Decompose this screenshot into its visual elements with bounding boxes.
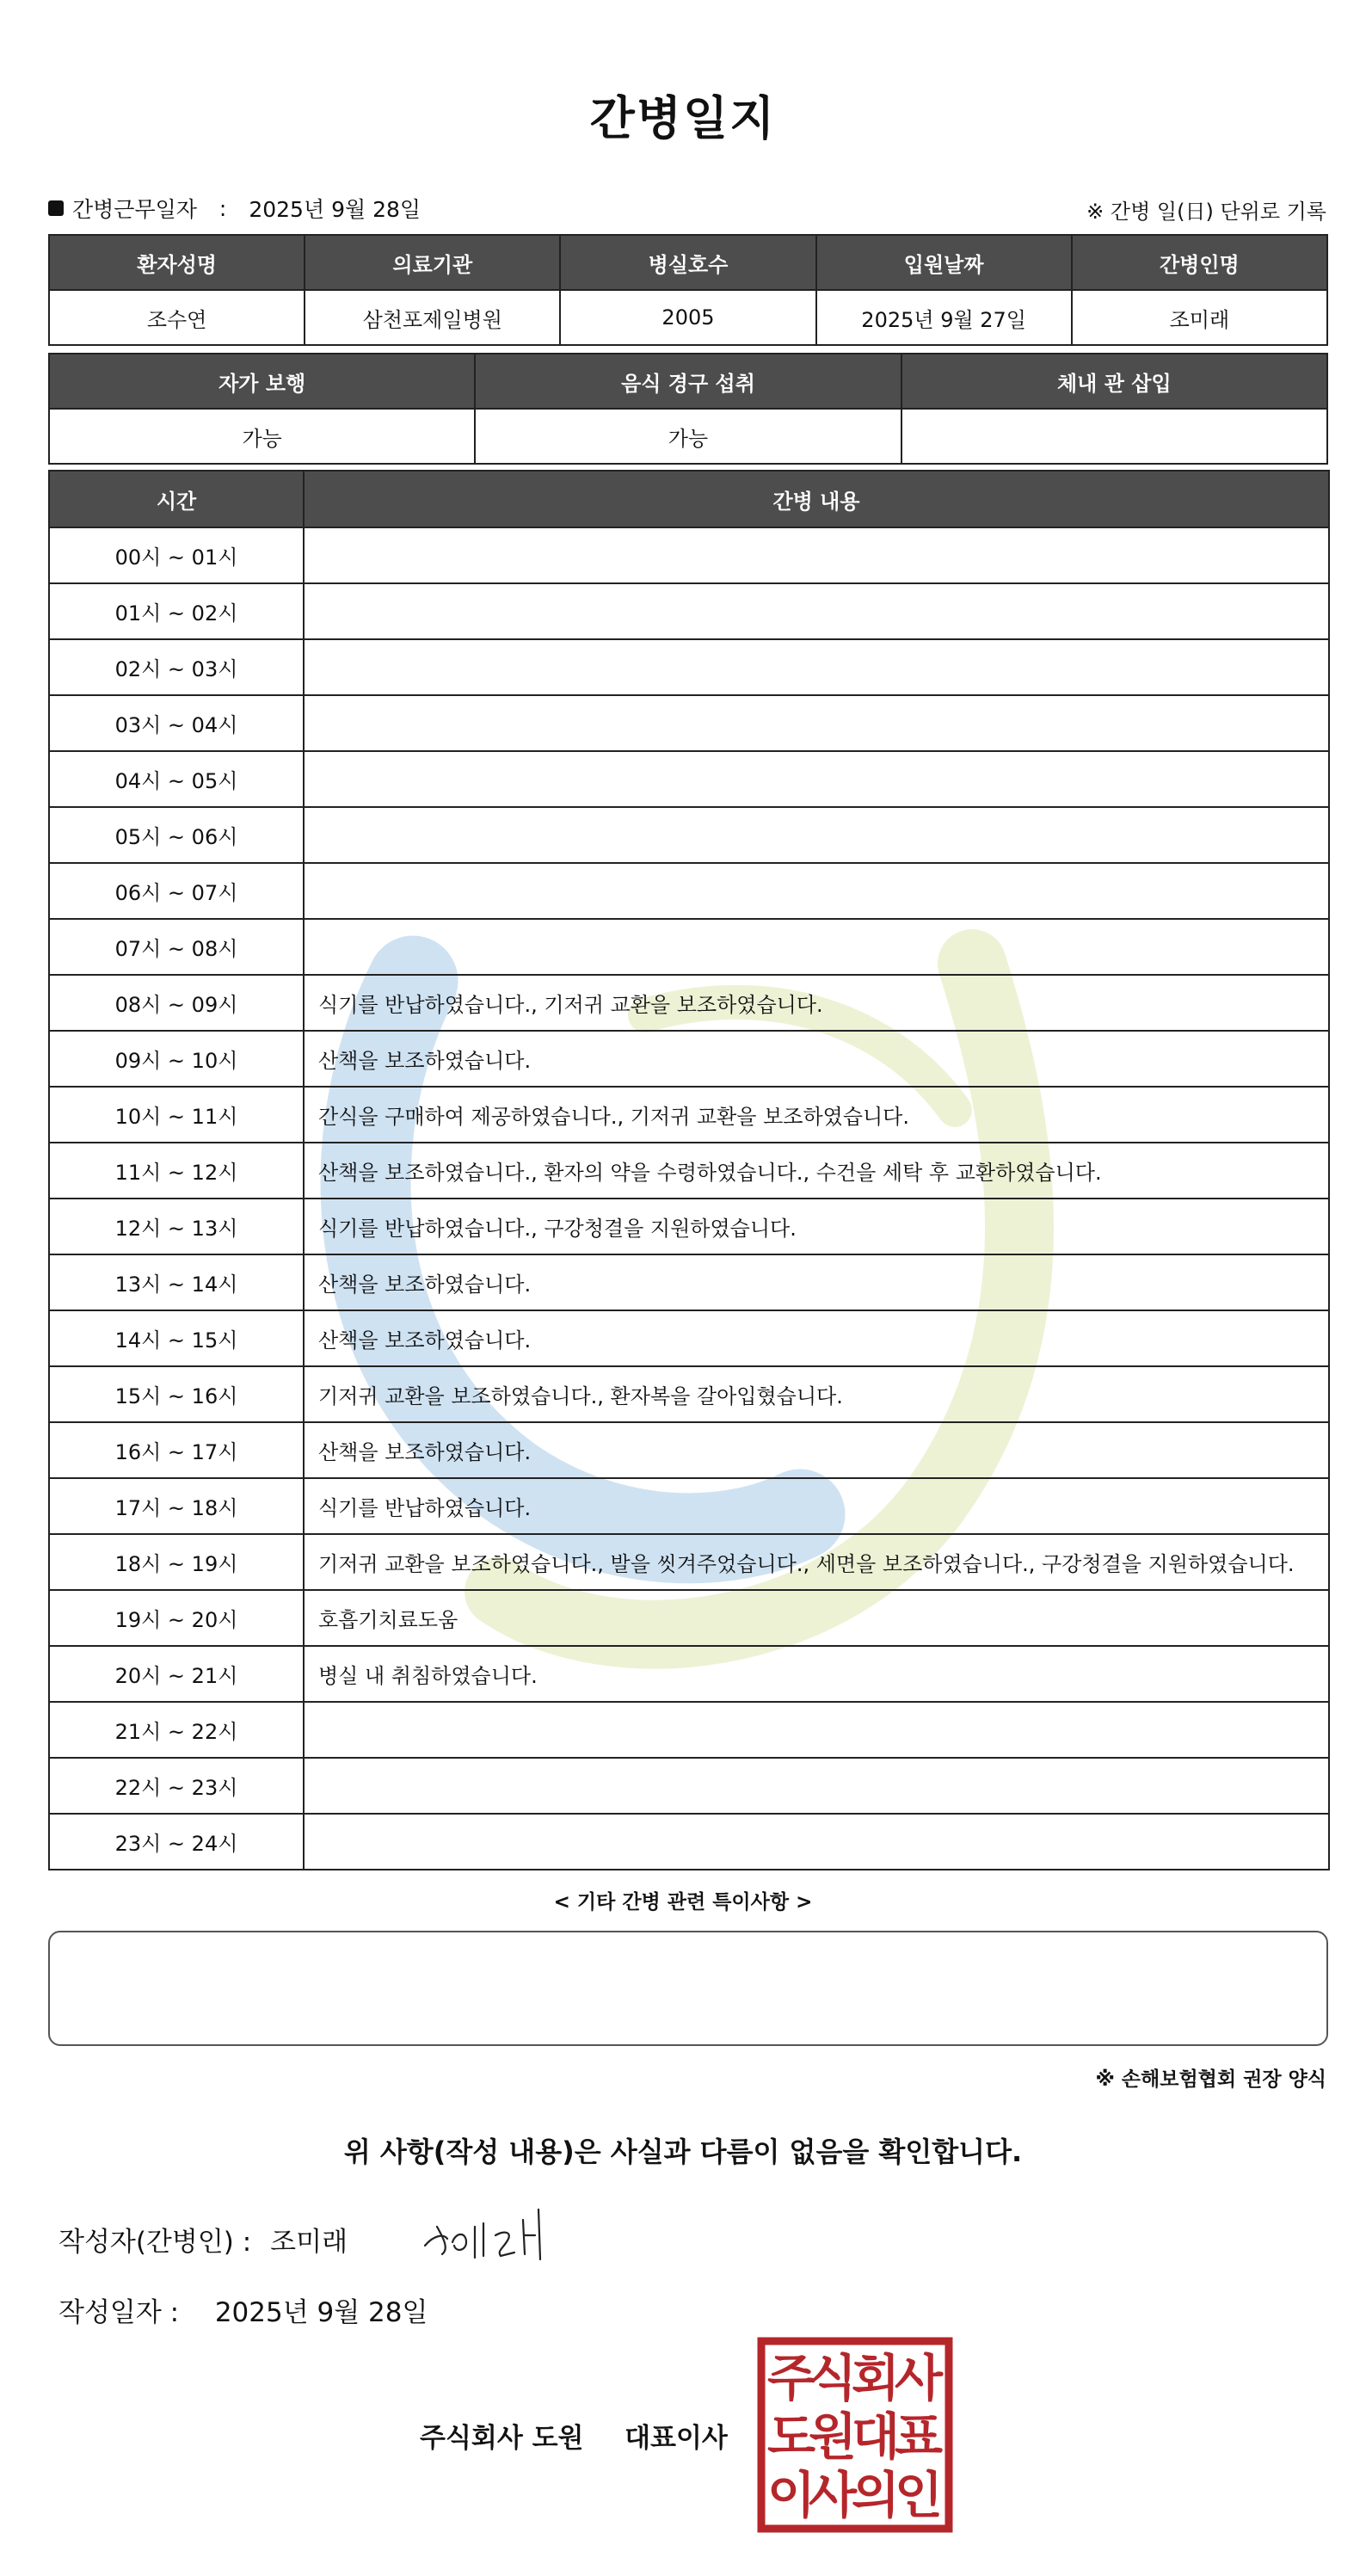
- svg-text:식: 식: [808, 2349, 858, 2407]
- header-oral-intake: 음식 경구 섭취: [475, 354, 901, 409]
- notes-title: < 기타 간병 관련 특이사항 >: [553, 1891, 813, 1914]
- log-time-cell: 20시 ~ 21시: [49, 1646, 304, 1702]
- table-row: [49, 583, 1329, 639]
- log-content-cell: 산책을 보조하였습니다.: [304, 1254, 1329, 1310]
- svg-text:원: 원: [808, 2407, 858, 2466]
- written-date-value: 2025년 9월 28일: [214, 2297, 428, 2328]
- svg-text:주: 주: [766, 2349, 816, 2407]
- svg-text:대: 대: [851, 2407, 901, 2466]
- work-date-value: 2025년 9월 28일: [249, 197, 421, 222]
- table-row: [49, 975, 1329, 1031]
- table-row: [49, 1143, 1329, 1199]
- table-row: [49, 1478, 1329, 1534]
- log-time-cell: 00시 ~ 01시: [49, 527, 304, 583]
- log-content-cell: 간식을 구매하여 제공하였습니다., 기저귀 교환을 보조하였습니다.: [304, 1087, 1329, 1143]
- table-row: [49, 1702, 1329, 1758]
- written-date-label: 작성일자 :: [58, 2297, 180, 2328]
- form-source-note: ※ 손해보험협회 권장 양식: [1095, 2068, 1326, 2091]
- table-row: [49, 919, 1329, 975]
- table-row: [49, 863, 1329, 919]
- hourly-care-log-table: [48, 470, 1330, 1870]
- header-tube-insertion: 체내 관 삽입: [901, 354, 1327, 409]
- log-time-cell: 09시 ~ 10시: [49, 1031, 304, 1087]
- table-row: [49, 1758, 1329, 1814]
- log-content-cell: [304, 695, 1329, 751]
- table-row: [49, 639, 1329, 695]
- header-time: 시간: [49, 471, 304, 527]
- table-row: [49, 1366, 1329, 1422]
- patient-info-table: [48, 234, 1328, 346]
- log-time-cell: 04시 ~ 05시: [49, 751, 304, 807]
- log-content-cell: 호흡기치료도움: [304, 1590, 1329, 1646]
- log-content-cell: [304, 807, 1329, 863]
- document-title: 간병일지: [589, 91, 777, 145]
- log-content-cell: 기저귀 교환을 보조하였습니다., 발을 씻겨주었습니다., 세면을 보조하였습니다., 구강청결을 지원하였습니다.: [304, 1534, 1329, 1590]
- company-seal-stamp: [757, 2337, 953, 2533]
- table-row: [49, 1031, 1329, 1087]
- table-row: [49, 1199, 1329, 1254]
- header-admission-date: 입원날짜: [816, 235, 1072, 290]
- svg-text:도: 도: [766, 2407, 816, 2466]
- special-notes-box: [48, 1931, 1328, 2046]
- log-time-cell: 03시 ~ 04시: [49, 695, 304, 751]
- log-content-cell: [304, 639, 1329, 695]
- log-content-cell: [304, 919, 1329, 975]
- log-content-cell: 산책을 보조하였습니다.: [304, 1422, 1329, 1478]
- log-time-cell: 16시 ~ 17시: [49, 1422, 304, 1478]
- patient-status-table: [48, 353, 1328, 465]
- table-row: [49, 1814, 1329, 1870]
- log-time-cell: 02시 ~ 03시: [49, 639, 304, 695]
- work-date-label: 간병근무일자: [72, 197, 197, 222]
- company-rep-title: 대표이사: [625, 2423, 728, 2454]
- writer-name: 조미래: [270, 2227, 348, 2258]
- table-row: [49, 1087, 1329, 1143]
- table-row: [49, 527, 1329, 583]
- table-row: [49, 1646, 1329, 1702]
- log-time-cell: 19시 ~ 20시: [49, 1590, 304, 1646]
- log-time-cell: 08시 ~ 09시: [49, 975, 304, 1031]
- log-content-cell: [304, 1758, 1329, 1814]
- log-content-cell: [304, 1814, 1329, 1870]
- room-number-value: 2005: [560, 290, 815, 345]
- log-time-cell: 06시 ~ 07시: [49, 863, 304, 919]
- log-content-cell: 산책을 보조하였습니다.: [304, 1310, 1329, 1366]
- log-content-cell: [304, 751, 1329, 807]
- log-content-cell: [304, 1702, 1329, 1758]
- table-row: [49, 1422, 1329, 1478]
- table-row: [49, 807, 1329, 863]
- table-row: [49, 1310, 1329, 1366]
- log-content-cell: 산책을 보조하였습니다.: [304, 1031, 1329, 1087]
- log-time-cell: 10시 ~ 11시: [49, 1087, 304, 1143]
- log-content-cell: 식기를 반납하였습니다.: [304, 1478, 1329, 1534]
- log-content-cell: 산책을 보조하였습니다., 환자의 약을 수령하였습니다., 수건을 세탁 후 교환하였습니다.: [304, 1143, 1329, 1199]
- log-content-cell: [304, 583, 1329, 639]
- log-time-cell: 18시 ~ 19시: [49, 1534, 304, 1590]
- header-caregiver-name: 간병인명: [1072, 235, 1327, 290]
- log-time-cell: 17시 ~ 18시: [49, 1478, 304, 1534]
- record-unit-note: ※ 간병 일(日) 단위로 기록: [1086, 200, 1326, 224]
- patient-name-value: 조수연: [49, 290, 305, 345]
- svg-text:이: 이: [766, 2466, 816, 2524]
- company-signature-row: [420, 2416, 728, 2455]
- log-time-cell: 01시 ~ 02시: [49, 583, 304, 639]
- handwritten-signature: [418, 2201, 564, 2270]
- svg-text:인: 인: [894, 2466, 944, 2524]
- log-content-cell: [304, 527, 1329, 583]
- log-time-cell: 14시 ~ 15시: [49, 1310, 304, 1366]
- header-room-number: 병실호수: [560, 235, 815, 290]
- header-self-walking: 자가 보행: [49, 354, 475, 409]
- table-row: [49, 1590, 1329, 1646]
- header-hospital: 의료기관: [305, 235, 560, 290]
- hospital-value: 삼천포제일병원: [305, 290, 560, 345]
- log-time-cell: 23시 ~ 24시: [49, 1814, 304, 1870]
- table-row: [49, 1254, 1329, 1310]
- svg-text:의: 의: [851, 2466, 901, 2524]
- log-time-cell: 12시 ~ 13시: [49, 1199, 304, 1254]
- admission-date-value: 2025년 9월 27일: [816, 290, 1072, 345]
- log-time-cell: 11시 ~ 12시: [49, 1143, 304, 1199]
- svg-text:표: 표: [894, 2407, 944, 2466]
- log-content-cell: 기저귀 교환을 보조하였습니다., 환자복을 갈아입혔습니다.: [304, 1366, 1329, 1422]
- log-time-cell: 13시 ~ 14시: [49, 1254, 304, 1310]
- log-time-cell: 05시 ~ 06시: [49, 807, 304, 863]
- header-patient-name: 환자성명: [49, 235, 305, 290]
- log-time-cell: 21시 ~ 22시: [49, 1702, 304, 1758]
- confirmation-statement: 위 사항(작성 내용)은 사실과 다름이 없음을 확인합니다.: [343, 2135, 1023, 2168]
- writer-row: [58, 2220, 348, 2259]
- written-date-row: [58, 2290, 428, 2329]
- table-row: [49, 751, 1329, 807]
- table-row: [49, 1534, 1329, 1590]
- work-date-row: [48, 193, 421, 224]
- writer-label: 작성자(간병인) :: [58, 2227, 252, 2258]
- caregiver-name-value: 조미래: [1072, 290, 1327, 345]
- log-content-cell: 식기를 반납하였습니다., 기저귀 교환을 보조하였습니다.: [304, 975, 1329, 1031]
- oral-intake-value: 가능: [475, 409, 901, 464]
- company-name: 주식회사 도원: [420, 2423, 584, 2454]
- log-time-cell: 22시 ~ 23시: [49, 1758, 304, 1814]
- log-content-cell: [304, 863, 1329, 919]
- log-content-cell: 병실 내 취침하였습니다.: [304, 1646, 1329, 1702]
- svg-text:회: 회: [851, 2349, 901, 2407]
- log-content-cell: 식기를 반납하였습니다., 구강청결을 지원하였습니다.: [304, 1199, 1329, 1254]
- log-time-cell: 15시 ~ 16시: [49, 1366, 304, 1422]
- svg-text:사: 사: [808, 2466, 858, 2524]
- log-time-cell: 07시 ~ 08시: [49, 919, 304, 975]
- black-square-icon: [48, 200, 64, 216]
- self-walking-value: 가능: [49, 409, 475, 464]
- tube-insertion-value: [901, 409, 1327, 464]
- svg-text:사: 사: [894, 2349, 944, 2407]
- header-care-content: 간병 내용: [304, 471, 1329, 527]
- work-date-separator: :: [218, 195, 227, 221]
- table-row: [49, 695, 1329, 751]
